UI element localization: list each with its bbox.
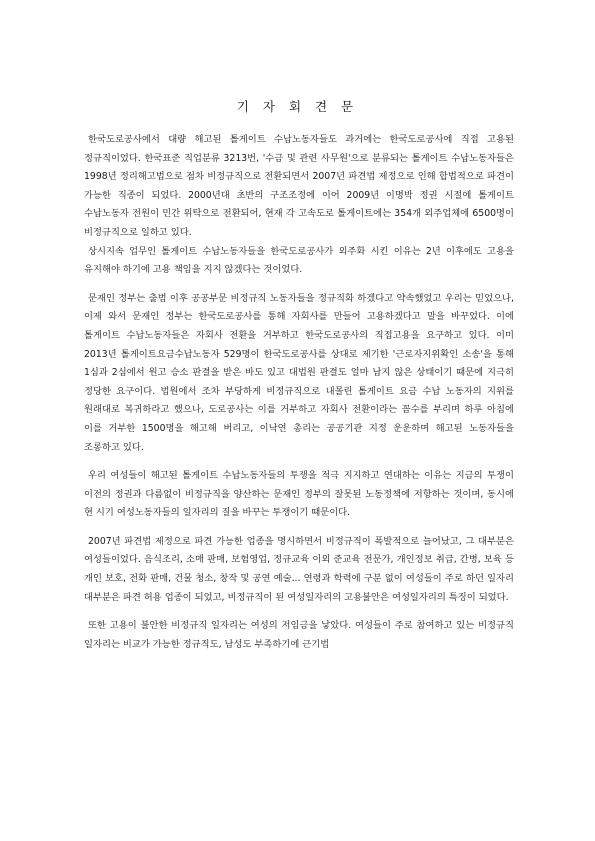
paragraph-1: 한국도로공사에서 대량 해고된 톨게이트 수납노동자들도 과거에는 한국도로공사에 직접 고용된 정규직이었다. 한국표준 직업분류 3213번, '수금 및 관련 사무원'으로 분류되는 톨게이트 수납노동자들은 1998년 정리해고법으로 점차 비정규직으로 전환되면서 2007년 파견법 제정으로 인해 합법적으로 파견이 가능한 직종이 되었다. 2000년대 초반의 구조조정에 이어 2009년 이명박 정권 시절에 톨게이트 수납노동자 전원이 민간 위탁으로 전환되어, 현재 각 고속도로 톨게이트에는 354개 외주업체에 6500명이 비정규직으로 일하고 있다. (84, 134, 514, 238)
paragraph-6: 또한 고용이 불안한 비정규직 일자리는 여성의 저임금을 낳았다. 여성들이 주로 참여하고 있는 비정규직 일자리는 비교가 가능한 정규직도, 남성도 부족하기에 근기법 (84, 620, 514, 650)
paragraph-5: 2007년 파견법 제정으로 파견 가능한 업종을 명시하면서 비정규직이 폭발적으로 늘어났고, 그 대부분은 여성들이었다. 음식조리, 소매 판매, 보험영업, 정규교육 이외 준교육 전문가, 개인정보 취급, 간병, 보육 등 개인 보호, 전화 판매, 건물 청소, 창작 및 공연 예술... 연령과 학력에 구분 없이 여성들이 주로 하던 일자리 대부분은 파견 허용 업종이 되었고, 비정규직이 된 여성일자리의 고용불안은 여성일자리의 특징이 되었다. (84, 535, 514, 603)
document-body (84, 131, 514, 654)
paragraph-4: 우리 여성들이 해고된 톨게이트 수납노동자들의 투쟁을 적극 지지하고 연대하는 이유는 지금의 투쟁이 이전의 정권과 다름없이 비정규직을 양산하는 문재인 정부의 잘못된 노동정책에 저항하는 것이며, 동시에 현 시기 여성노동자들의 일자리의 질을 바꾸는 투쟁이기 때문이다. (84, 470, 514, 519)
paragraph-2: 상시지속 업무인 톨게이트 수납노동자들을 한국도로공사가 외주화 시킨 이유는 2년 이후에도 고용을 유지해야 하기에 고용 책임을 지지 않겠다는 것이었다. (84, 245, 514, 276)
page-title: 기 자 회 견 문 (236, 99, 359, 114)
paragraph-3: 문재인 정부는 출범 이후 공공부문 비정규직 노동자들을 정규직화 하겠다고 약속했었고 우리는 믿었으나, 이제 와서 문재인 정부는 한국도로공사를 통해 자회사를 만들어 고용하겠다고 말을 바꾸었다. 이에 톨게이트 수납노동자들은 자회사 전환을 거부하고 한국도로공사의 직접고용을 요구하고 있다. 이미 2013년 톨게이트요금수납노동자 529명이 한국도로공사를 상대로 제기한 '근로자지위확인 소송'을 통해 1심과 2심에서 원고 승소 판결을 받은 바도 있고 대법원 판결도 얼마 남지 않은 상태이기 때문에 지극히 정당한 요구이다. 법원에서 조차 부당하게 비정규직으로 내몰린 톨게이트 요금 수납 노동자의 지위를 원래대로 복귀하라고 했으나, 도로공사는 이를 거부하고 자회사 전환이라는 꼼수를 부리며 하루 아침에 이를 거부한 1500명을 해고해 버리고, 이낙연 총리는 공공기관 지정 운운하며 해고된 노동자들을 조롱하고 있다. (84, 292, 514, 453)
